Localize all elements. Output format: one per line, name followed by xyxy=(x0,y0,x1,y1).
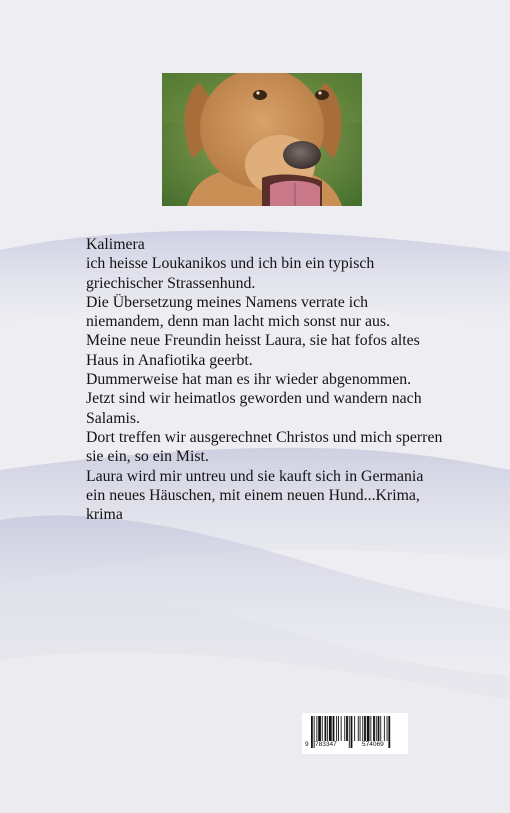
isbn-barcode xyxy=(302,713,408,754)
blurb-text xyxy=(86,235,446,524)
barcode-bar xyxy=(370,716,371,741)
blurb-paragraph: Meine neue Freundin heisst Laura, sie hat fofos altes Haus in Anafiotika geerbt. xyxy=(86,332,420,369)
barcode-bar xyxy=(378,716,380,741)
barcode-bar xyxy=(367,716,370,741)
blurb-paragraph: ich heisse Loukanikos und ich bin ein typisch griechischer Strassenhund. xyxy=(86,255,375,292)
dog-photo xyxy=(162,73,362,206)
barcode-bar xyxy=(325,716,327,741)
blurb-paragraph: Jetzt sind wir heimatlos geworden und wandern nach Salamis. xyxy=(86,390,422,427)
barcode-bar xyxy=(336,716,337,741)
barcode-bar xyxy=(364,716,366,741)
barcode-digits xyxy=(302,741,408,753)
blurb-paragraph: Dort treffen wir ausgerechnet Christos und mich sperren sie ein, so ein Mist. xyxy=(86,428,443,466)
barcode-bar xyxy=(387,716,388,741)
barcode-bar xyxy=(360,716,361,741)
barcode-bar xyxy=(376,716,377,741)
barcode-first-digit: 9 xyxy=(305,741,309,748)
barcode-bar xyxy=(362,716,363,741)
barcode-bar xyxy=(358,716,359,741)
barcode-bar xyxy=(333,716,335,741)
barcode-bar xyxy=(344,716,345,741)
blurb-greeting: Kalimera xyxy=(86,236,145,253)
barcode-bar xyxy=(380,716,381,741)
barcode-right-group: 574069 xyxy=(362,741,384,748)
barcode-bar xyxy=(373,716,375,741)
barcode-left-group: 783347 xyxy=(315,741,337,748)
blurb-paragraph: Dummerweise hat man es ihr wieder abgenommen. xyxy=(86,371,412,389)
barcode-bar xyxy=(318,716,321,741)
blurb-paragraph: Laura wird mir untreu und sie kauft sich in Germania ein neues Häuschen, mit einem neuen Hund...Krima, krima xyxy=(86,467,424,524)
barcode-bar xyxy=(322,716,323,741)
blurb-paragraph: Die Übersetzung meines Namens verrate ich niemandem, denn man lacht mich sonst nur aus. xyxy=(86,293,391,331)
barcode-bar xyxy=(316,716,317,741)
barcode-bar xyxy=(346,716,348,741)
barcode-bar xyxy=(338,716,339,741)
barcode-bar xyxy=(327,716,328,741)
dog-icon xyxy=(162,73,362,206)
barcode-bar xyxy=(329,716,332,741)
barcode-bar xyxy=(354,716,355,741)
barcode-bar xyxy=(384,716,385,741)
barcode-bar xyxy=(341,716,342,741)
